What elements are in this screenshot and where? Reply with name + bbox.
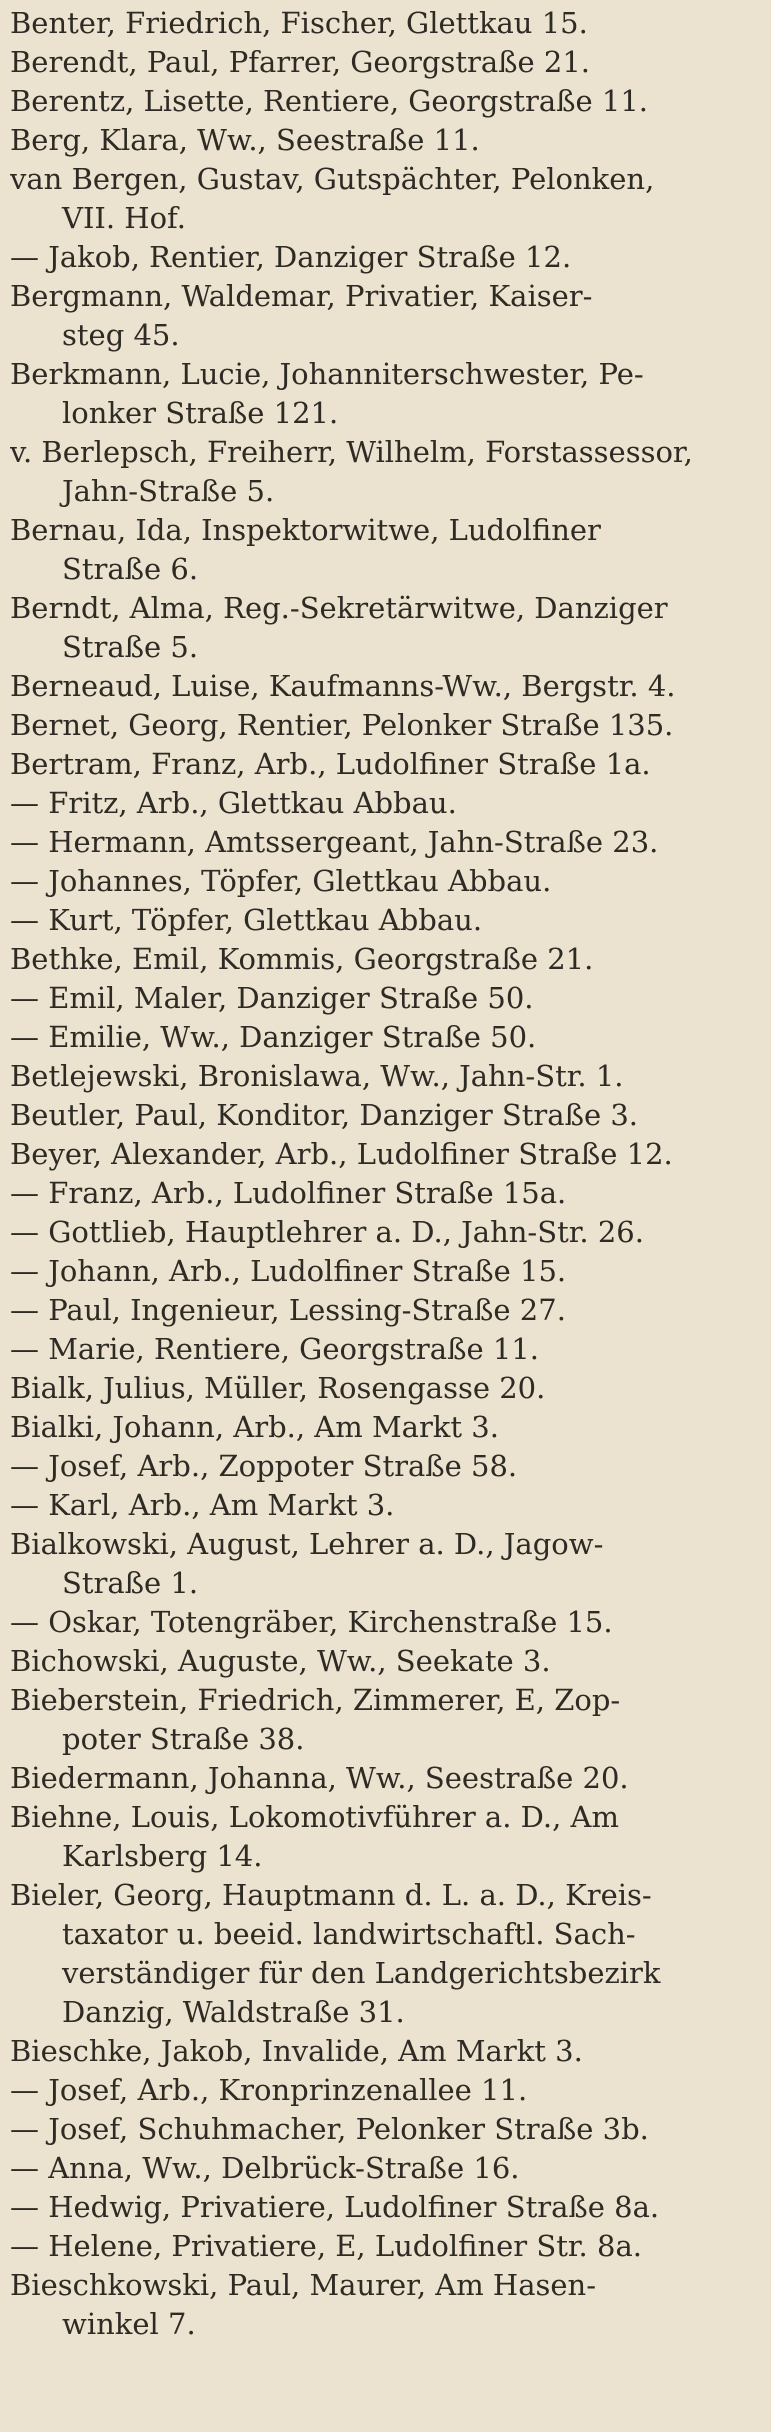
entry-continuation-line: taxator u. beeid. landwirtschaftl. Sach- — [62, 1917, 636, 1951]
entry-continuation-line: Danzig, Waldstraße 31. — [62, 1995, 405, 2029]
entry-line: Berentz, Lisette, Rentiere, Georgstraße 11. — [10, 84, 649, 118]
entry-line: — Kurt, Töpfer, Glettkau Abbau. — [10, 903, 483, 937]
entry-continuation-line: VII. Hof. — [62, 201, 186, 235]
entry-line: Biehne, Louis, Lokomotivführer a. D., Am — [10, 1800, 619, 1834]
entry-continuation-line: verständiger für den Landgerichtsbezirk — [62, 1956, 661, 1990]
entry-line: Bernau, Ida, Inspektorwitwe, Ludolfiner — [10, 513, 601, 547]
entry-line: Biedermann, Johanna, Ww., Seestraße 20. — [10, 1761, 629, 1795]
entry-line: — Fritz, Arb., Glettkau Abbau. — [10, 786, 457, 820]
entry-line: Bialki, Johann, Arb., Am Markt 3. — [10, 1410, 499, 1444]
entry-line: Bergmann, Waldemar, Privatier, Kaiser- — [10, 279, 593, 313]
entry-line: Bieberstein, Friedrich, Zimmerer, E, Zop- — [10, 1683, 621, 1717]
directory-entries — [10, 4, 753, 2344]
entry-line: — Franz, Arb., Ludolfiner Straße 15a. — [10, 1176, 567, 1210]
entry-line: Bieler, Georg, Hauptmann d. L. a. D., Kreis- — [10, 1878, 652, 1912]
entry-continuation-line: lonker Straße 121. — [62, 396, 339, 430]
entry-line: — Hermann, Amtssergeant, Jahn-Straße 23. — [10, 825, 659, 859]
entry-line: — Josef, Schuhmacher, Pelonker Straße 3b. — [10, 2112, 649, 2146]
entry-line: Berg, Klara, Ww., Seestraße 11. — [10, 123, 480, 157]
entry-line: Berkmann, Lucie, Johanniterschwester, Pe- — [10, 357, 644, 391]
entry-line: — Helene, Privatiere, E, Ludolfiner Str. 8a. — [10, 2229, 642, 2263]
entry-continuation-line: Straße 1. — [62, 1566, 199, 1600]
entry-line: — Marie, Rentiere, Georgstraße 11. — [10, 1332, 539, 1366]
entry-line: — Josef, Arb., Kronprinzenallee 11. — [10, 2073, 528, 2107]
entry-line: — Anna, Ww., Delbrück-Straße 16. — [10, 2151, 520, 2185]
entry-continuation-line: poter Straße 38. — [62, 1722, 305, 1756]
entry-line: — Hedwig, Privatiere, Ludolfiner Straße 8a. — [10, 2190, 660, 2224]
entry-continuation-line: Jahn-Straße 5. — [62, 474, 275, 508]
entry-line: — Emilie, Ww., Danziger Straße 50. — [10, 1020, 537, 1054]
entry-line: Betlejewski, Bronislawa, Ww., Jahn-Str. 1. — [10, 1059, 624, 1093]
entry-line: v. Berlepsch, Freiherr, Wilhelm, Forstassessor, — [10, 435, 693, 469]
entry-line: Benter, Friedrich, Fischer, Glettkau 15. — [10, 6, 588, 40]
entry-continuation-line: Straße 6. — [62, 552, 199, 586]
entry-line: Berendt, Paul, Pfarrer, Georgstraße 21. — [10, 45, 591, 79]
entry-line: Bieschkowski, Paul, Maurer, Am Hasen- — [10, 2268, 597, 2302]
entry-line: — Johannes, Töpfer, Glettkau Abbau. — [10, 864, 552, 898]
entry-line: — Paul, Ingenieur, Lessing-Straße 27. — [10, 1293, 566, 1327]
entry-line: Bethke, Emil, Kommis, Georgstraße 21. — [10, 942, 594, 976]
entry-line: van Bergen, Gustav, Gutspächter, Pelonken, — [10, 162, 655, 196]
entry-line: Beutler, Paul, Konditor, Danziger Straße 3. — [10, 1098, 639, 1132]
entry-continuation-line: Straße 5. — [62, 630, 199, 664]
entry-line: — Oskar, Totengräber, Kirchenstraße 15. — [10, 1605, 613, 1639]
entry-line: Bialkowski, August, Lehrer a. D., Jagow- — [10, 1527, 604, 1561]
entry-line: Bertram, Franz, Arb., Ludolfiner Straße 1a. — [10, 747, 651, 781]
entry-line: — Jakob, Rentier, Danziger Straße 12. — [10, 240, 572, 274]
entry-continuation-line: steg 45. — [62, 318, 180, 352]
entry-line: Bieschke, Jakob, Invalide, Am Markt 3. — [10, 2034, 583, 2068]
entry-continuation-line: winkel 7. — [62, 2307, 196, 2341]
entry-continuation-line: Karlsberg 14. — [62, 1839, 263, 1873]
entry-line: — Johann, Arb., Ludolfiner Straße 15. — [10, 1254, 567, 1288]
entry-line: — Karl, Arb., Am Markt 3. — [10, 1488, 395, 1522]
entry-line: — Emil, Maler, Danziger Straße 50. — [10, 981, 534, 1015]
entry-line: Berneaud, Luise, Kaufmanns-Ww., Bergstr. 4. — [10, 669, 676, 703]
entry-line: Bernet, Georg, Rentier, Pelonker Straße 135. — [10, 708, 674, 742]
entry-line: Berndt, Alma, Reg.-Sekretärwitwe, Danziger — [10, 591, 668, 625]
entry-line: Bichowski, Auguste, Ww., Seekate 3. — [10, 1644, 551, 1678]
entry-line: Beyer, Alexander, Arb., Ludolfiner Straße 12. — [10, 1137, 673, 1171]
entry-line: — Josef, Arb., Zoppoter Straße 58. — [10, 1449, 518, 1483]
entry-line: — Gottlieb, Hauptlehrer a. D., Jahn-Str. 26. — [10, 1215, 644, 1249]
entry-line: Bialk, Julius, Müller, Rosengasse 20. — [10, 1371, 546, 1405]
